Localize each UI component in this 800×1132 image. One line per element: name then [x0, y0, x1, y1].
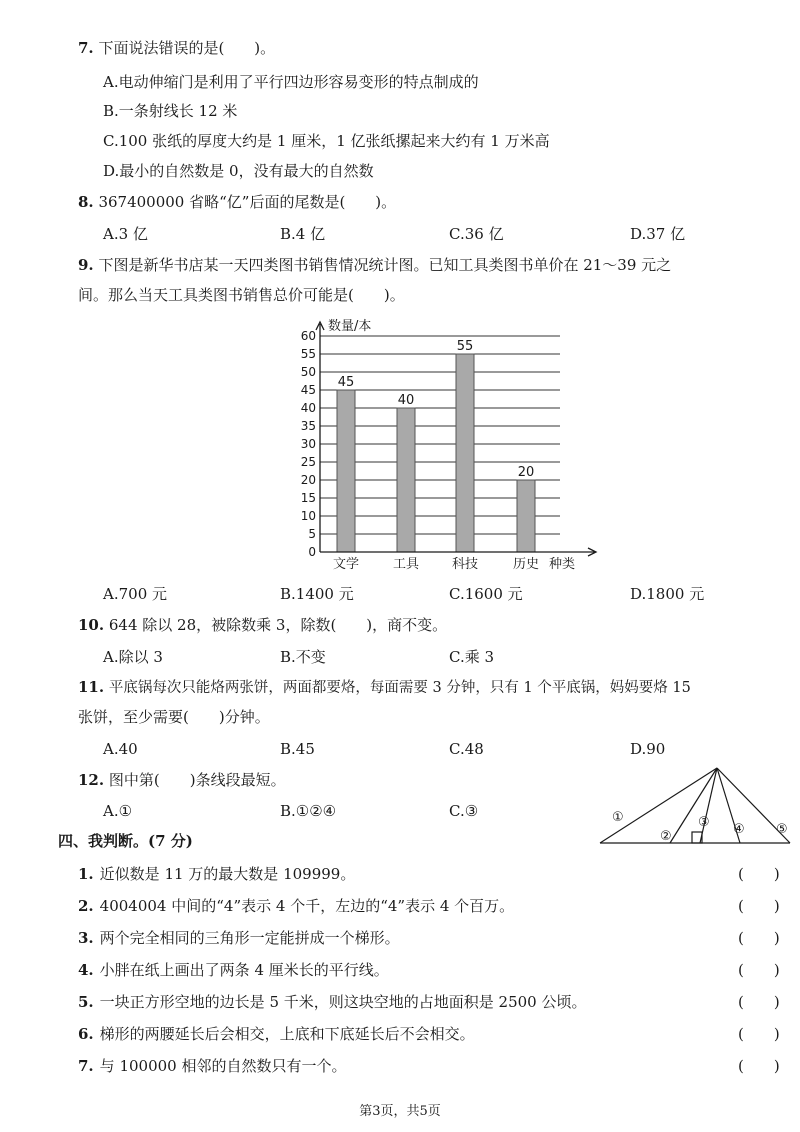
q11-stem-line-2: 张饼，至少需要( )分钟。	[78, 708, 270, 726]
judge-item	[78, 928, 400, 948]
line-segments-figure	[590, 760, 800, 850]
q12-stem-line	[78, 770, 286, 790]
answer-blank[interactable]: ( )	[738, 961, 780, 979]
category-label: 文学	[332, 557, 360, 572]
bar-value-label: 55	[456, 339, 474, 354]
item-text: 4004004 中间的“4”表示 4 个千，左边的“4”表示 4 个百万。	[99, 897, 515, 915]
y-tick-label: 40	[300, 401, 316, 415]
item-number: 6.	[78, 1025, 94, 1043]
y-tick-label: 20	[300, 473, 316, 487]
answer-blank[interactable]: ( )	[738, 1057, 780, 1075]
page-footer: 第3页，共5页	[359, 1104, 441, 1119]
category-label: 历史	[512, 557, 540, 572]
bar-value-label: 40	[397, 393, 415, 408]
judge-item	[78, 992, 586, 1012]
question-number: 7.	[78, 39, 94, 57]
q9-option-c: C.1600 元	[449, 585, 523, 603]
q8-option-d: D.37 亿	[630, 225, 686, 243]
q11-option-c: C.48	[449, 740, 484, 758]
bar	[517, 480, 535, 552]
judge-item	[78, 896, 514, 916]
q10-option-a: A.除以 3	[103, 648, 163, 666]
y-tick-label: 50	[300, 365, 316, 379]
label-5: ⑤	[776, 822, 788, 837]
label-1: ①	[612, 810, 624, 825]
answer-blank[interactable]: ( )	[738, 929, 780, 947]
category-label: 科技	[451, 557, 479, 572]
section-title: 四、我判断。(7 分)	[58, 832, 193, 850]
q12-option-c: C.③	[449, 802, 479, 820]
q10-option-b: B.不变	[280, 648, 326, 666]
item-number: 5.	[78, 993, 94, 1011]
item-number: 2.	[78, 897, 94, 915]
q9-option-d: D.1800 元	[630, 585, 705, 603]
question-text: 367400000 省略“亿”后面的尾数是( )。	[98, 193, 397, 211]
q8-stem-line	[78, 192, 396, 212]
question-number: 10.	[78, 616, 105, 634]
y-tick-label: 25	[300, 455, 316, 469]
answer-blank[interactable]: ( )	[738, 1025, 780, 1043]
item-number: 1.	[78, 865, 94, 883]
label-2: ②	[660, 829, 672, 844]
q8-option-a: A.3 亿	[103, 225, 148, 243]
y-tick-label: 35	[300, 419, 316, 433]
q12-option-b: B.①②④	[280, 802, 337, 820]
q7-option-b: B.一条射线长 12 米	[103, 102, 238, 120]
q11-stem-line-1	[78, 677, 691, 698]
question-number: 8.	[78, 193, 94, 211]
q11-option-d: D.90	[630, 740, 666, 758]
judge-item	[78, 1024, 475, 1044]
q9-option-b: B.1400 元	[280, 585, 354, 603]
item-text: 梯形的两腰延长后会相交，上底和下底延长后不会相交。	[99, 1025, 475, 1043]
item-text: 近似数是 11 万的最大数是 109999。	[99, 865, 356, 883]
q7-option-c: C.100 张纸的厚度大约是 1 厘米，1 亿张纸摞起来大约有 1 万米高	[103, 132, 550, 150]
question-text: 平底锅每次只能烙两张饼，两面都要烙，每面需要 3 分钟，只有 1 个平底锅，妈妈要烙 15	[108, 680, 691, 696]
q8-option-c: C.36 亿	[449, 225, 504, 243]
category-label: 工具	[392, 557, 420, 572]
item-text: 两个完全相同的三角形一定能拼成一个梯形。	[99, 929, 400, 947]
item-number: 7.	[78, 1057, 94, 1075]
question-number: 11.	[78, 678, 105, 696]
q10-stem-line	[78, 615, 447, 635]
bar-value-label: 45	[337, 375, 355, 390]
x-axis-label: 种类	[548, 557, 576, 572]
y-tick-label: 30	[300, 437, 316, 451]
question-number: 12.	[78, 771, 105, 789]
q10-option-c: C.乘 3	[449, 648, 495, 666]
answer-blank[interactable]: ( )	[738, 993, 780, 1011]
question-text: 图中第( )条线段最短。	[108, 771, 286, 789]
question-text: 下图是新华书店某一天四类图书销售情况统计图。已知工具类图书单价在 21～39 元之	[98, 256, 672, 274]
y-tick-label: 0	[308, 545, 316, 559]
bar	[456, 354, 474, 552]
item-text: 小胖在纸上画出了两条 4 厘米长的平行线。	[99, 961, 389, 979]
judge-item	[78, 864, 355, 884]
question-text: 644 除以 28，被除数乘 3，除数( )，商不变。	[108, 616, 448, 634]
label-3: ③	[698, 815, 710, 830]
y-tick-label: 5	[308, 527, 316, 541]
bar-value-label: 20	[517, 465, 535, 480]
judge-item	[78, 1056, 346, 1076]
q9-stem-line-1	[78, 255, 671, 275]
q7-stem-line	[78, 38, 275, 58]
bar	[397, 408, 415, 552]
q8-option-b: B.4 亿	[280, 225, 326, 243]
bar-chart	[290, 318, 610, 580]
q7-option-d: D.最小的自然数是 0，没有最大的自然数	[103, 162, 374, 180]
q11-option-b: B.45	[280, 740, 315, 758]
y-tick-label: 60	[300, 329, 316, 343]
y-tick-label: 15	[300, 491, 316, 505]
y-tick-label: 10	[300, 509, 316, 523]
item-number: 3.	[78, 929, 94, 947]
y-tick-label: 55	[300, 347, 316, 361]
judge-item	[78, 960, 389, 980]
q12-option-a: A.①	[103, 802, 133, 820]
answer-blank[interactable]: ( )	[738, 865, 780, 883]
question-number: 9.	[78, 256, 94, 274]
q9-option-a: A.700 元	[103, 585, 167, 603]
item-number: 4.	[78, 961, 94, 979]
bar	[337, 390, 355, 552]
item-text: 与 100000 相邻的自然数只有一个。	[99, 1057, 347, 1075]
q9-stem-line-2: 间。那么当天工具类图书销售总价可能是( )。	[78, 286, 405, 304]
q11-option-a: A.40	[103, 740, 138, 758]
label-4: ④	[733, 822, 745, 837]
answer-blank[interactable]: ( )	[738, 897, 780, 915]
item-text: 一块正方形空地的边长是 5 千米，则这块空地的占地面积是 2500 公顷。	[99, 993, 587, 1011]
question-text: 下面说法错误的是( )。	[98, 39, 276, 57]
y-axis-label: 数量/本	[328, 319, 372, 334]
q7-option-a: A.电动伸缩门是利用了平行四边形容易变形的特点制成的	[103, 73, 479, 91]
y-tick-label: 45	[300, 383, 316, 397]
